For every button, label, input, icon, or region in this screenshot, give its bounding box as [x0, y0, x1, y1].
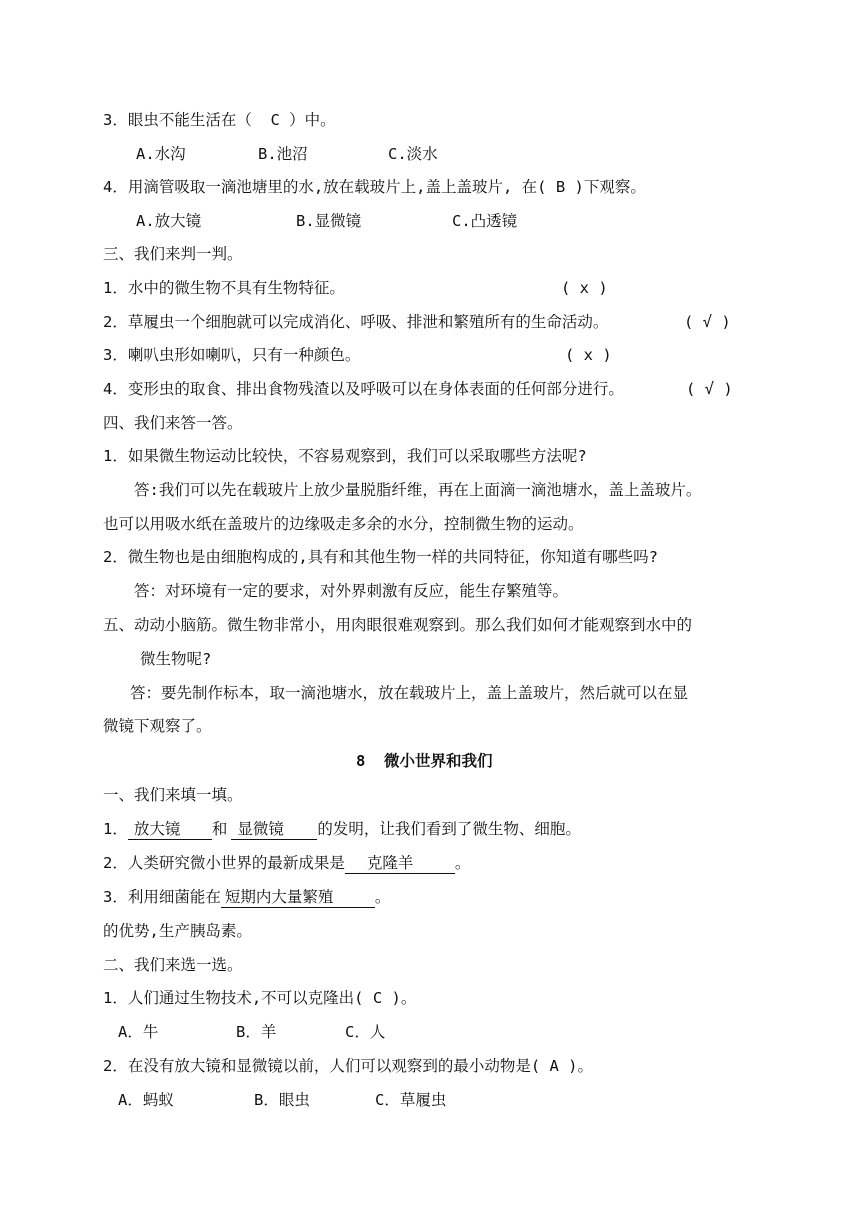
fill-q1-prefix: 1． [103, 820, 128, 838]
fill-q3-prefix: 3．利用细菌能在 [103, 888, 221, 906]
choose-q2: 2．在没有放大镜和显微镜以前，人们可以观察到的最小动物是( A )。 [103, 1057, 593, 1075]
choose-q1-option-b: B．羊 [236, 1023, 277, 1041]
choose-q2-option-a: A．蚂蚁 [118, 1091, 174, 1109]
judge-heading: 三、我们来判一判。 [103, 245, 243, 263]
judge-mark-2: ( √ ) [684, 313, 731, 331]
answer-q2: 2．微生物也是由细胞构成的,具有和其他生物一样的共同特征，你知道有哪些吗? [103, 548, 658, 566]
answer-q1: 1．如果微生物运动比较快，不容易观察到，我们可以采取哪些方法呢? [103, 447, 587, 465]
fill-q3-suffix: 。 [374, 888, 391, 906]
choose-q2-option-b: B．眼虫 [254, 1091, 310, 1109]
lesson-title: 8 微小世界和我们 [356, 752, 493, 770]
judge-item-3: 3．喇叭虫形如喇叭，只有一种颜色。 [103, 346, 361, 364]
choose-heading: 二、我们来选一选。 [103, 956, 243, 974]
brain-line2: 微生物呢? [140, 650, 212, 668]
choose-q1-option-c: C．人 [345, 1023, 386, 1041]
q4-question: 4．用滴管吸取一滴池塘里的水,放在载玻片上,盖上盖玻片, 在( B )下观察。 [103, 178, 646, 196]
q3-option-a: A.水沟 [136, 145, 186, 163]
q3-option-b: B.池沼 [258, 145, 308, 163]
choose-q2-option-c: C．草履虫 [375, 1091, 447, 1109]
fill-q1 [103, 819, 581, 840]
brain-answer-line2: 微镜下观察了。 [103, 717, 212, 735]
q3-question: 3．眼虫不能生活在（ C ）中。 [103, 111, 336, 129]
fill-q2-blank: 克隆羊 [345, 853, 455, 874]
answer-heading: 四、我们来答一答。 [103, 414, 243, 432]
fill-q2 [103, 853, 470, 874]
q4-option-a: A.放大镜 [136, 212, 202, 230]
answer-a1-line1: 答:我们可以先在载玻片上放少量脱脂纤维，再在上面滴一滴池塘水，盖上盖玻片。 [134, 481, 702, 499]
judge-mark-3: ( x ) [565, 346, 612, 364]
answer-a2: 答：对环境有一定的要求，对外界刺激有反应，能生存繁殖等。 [134, 582, 569, 600]
q4-option-b: B.显微镜 [296, 212, 362, 230]
fill-q2-prefix: 2．人类研究微小世界的最新成果是 [103, 854, 345, 872]
judge-mark-4: ( √ ) [686, 380, 733, 398]
judge-mark-1: ( x ) [561, 279, 608, 297]
fill-q3-continuation: 的优势,生产胰岛素。 [103, 922, 252, 940]
judge-item-2: 2．草履虫一个细胞就可以完成消化、呼吸、排泄和繁殖所有的生命活动。 [103, 313, 609, 331]
choose-q1-option-a: A．牛 [118, 1023, 159, 1041]
choose-q1: 1．人们通过生物技术,不可以克隆出( C )。 [103, 989, 417, 1007]
judge-item-1: 1．水中的微生物不具有生物特征。 [103, 279, 345, 297]
answer-a1-line2: 也可以用吸水纸在盖玻片的边缘吸走多余的水分，控制微生物的运动。 [103, 515, 584, 533]
fill-q1-blank1: 放大镜 [128, 819, 212, 840]
fill-q1-blank2: 显微镜 [231, 819, 317, 840]
fill-q1-suffix: 的发明，让我们看到了微生物、细胞。 [317, 820, 581, 838]
judge-item-4: 4．变形虫的取食、排出食物残渣以及呼吸可以在身体表面的任何部分进行。 [103, 380, 624, 398]
fill-q1-mid: 和 [211, 820, 228, 838]
q4-option-c: C.凸透镜 [452, 212, 518, 230]
fill-heading: 一、我们来填一填。 [103, 786, 243, 804]
q3-option-c: C.淡水 [388, 145, 438, 163]
fill-q3-blank: 短期内大量繁殖 [221, 887, 375, 908]
brain-answer-line1: 答：要先制作标本，取一滴池塘水，放在载玻片上，盖上盖玻片，然后就可以在显 [130, 684, 689, 702]
fill-q3 [103, 887, 390, 908]
fill-q2-suffix: 。 [454, 854, 471, 872]
brain-line1: 五、动动小脑筋。微生物非常小，用肉眼很难观察到。那么我们如何才能观察到水中的 [103, 616, 693, 634]
